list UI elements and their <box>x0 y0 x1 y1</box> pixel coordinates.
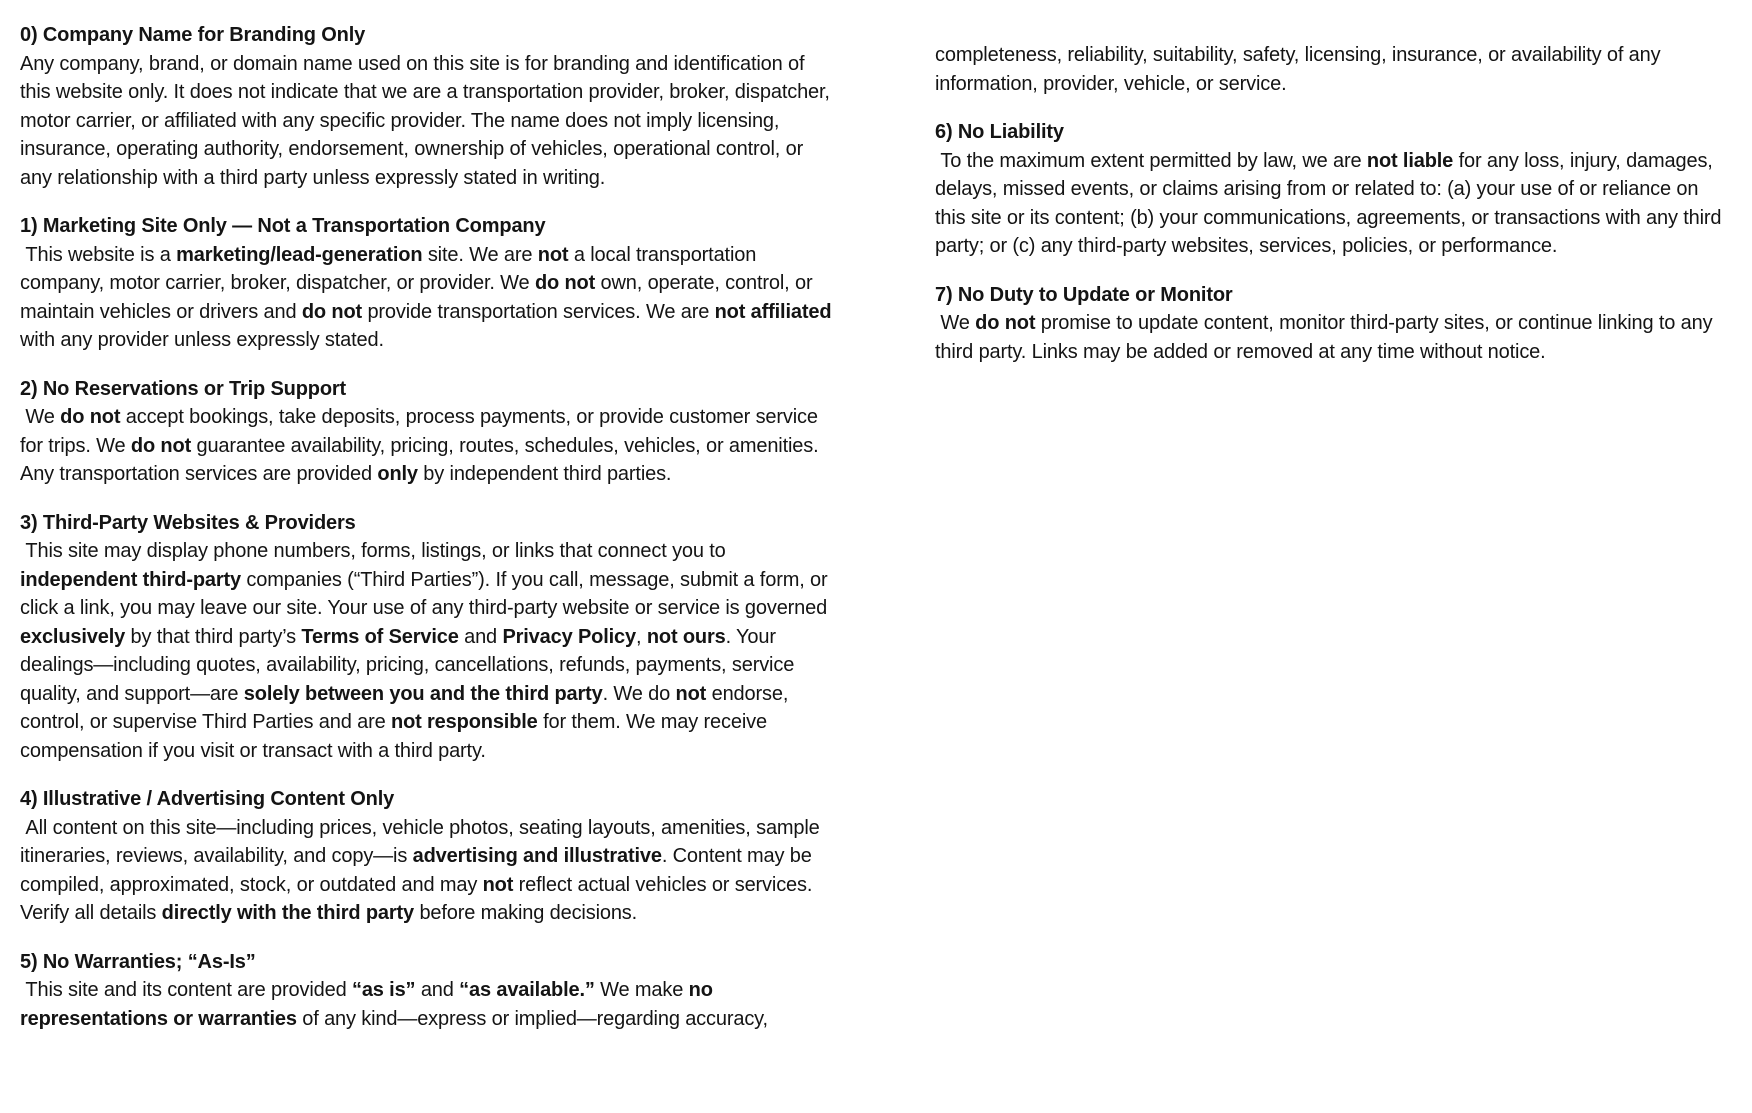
text-run: for any loss, injury, damages, delays, missed events, or claims arising from or related to: (a) your use of or reliance on this site or its content; (b) your communications, agreements, or transactions with any third party; or (c) any third-party websites, services, policies, or performance. <box>935 149 1722 257</box>
bold-text-run: not <box>482 873 514 896</box>
bold-text-run: advertising and illustrative <box>412 845 662 867</box>
section-heading: 2) No Reservations or Trip Support <box>20 377 347 400</box>
text-run: of any kind—express or implied—regarding accuracy, <box>296 1007 768 1030</box>
bold-text-run: independent third-party <box>20 568 241 591</box>
text-run: , <box>635 625 647 648</box>
text-run: Any company, brand, or domain name used on this site is for branding and identification of this website only. It does not indicate that we are a transportation provider, broker, dispatcher, motor carrier, or affiliated with any specific provider. The name does not imply licensing, insurance, operating authority, endorsement, ownership of vehicles, operational control, or any relationship with a third party unless expressly stated in writing. <box>20 52 830 189</box>
text-run: completeness, reliability, suitability, safety, licensing, insurance, or availability of any information, provider, vehicle, or service. <box>935 44 1661 95</box>
text-run: companies (“Third Parties”). If you call, message, submit a form, or click a link, you may leave our site. Your use of any third-party website or service is governed <box>20 568 828 619</box>
section <box>935 281 1730 367</box>
bold-text-run: not affiliated <box>714 300 832 323</box>
section <box>20 21 840 192</box>
section-paragraph <box>935 309 1730 366</box>
text-run: reflect actual vehicles or services. Verify all details <box>20 873 813 924</box>
bold-text-run: Terms of Service <box>301 625 459 648</box>
right-column <box>935 21 1730 1053</box>
section-paragraph <box>20 814 840 928</box>
bold-text-run: “as is” <box>351 979 416 1001</box>
text-run: by that third party’s <box>125 625 302 648</box>
text-run: . We do <box>602 682 676 705</box>
section-paragraph <box>20 976 840 1033</box>
section-heading: 3) Third-Party Websites & Providers <box>20 511 356 534</box>
bold-text-run: not <box>537 243 569 266</box>
section-heading: 4) Illustrative / Advertising Content Only <box>20 788 395 810</box>
text-run: This site may display phone numbers, forms, listings, or links that connect you to <box>20 540 726 562</box>
bold-text-run: exclusively <box>20 625 126 648</box>
bold-text-run: not ours <box>646 625 726 648</box>
bold-text-run: do not <box>60 406 121 428</box>
text-run: and <box>415 979 460 1001</box>
bold-text-run: not <box>675 682 707 705</box>
text-run: by independent third parties. <box>417 463 672 485</box>
bold-text-run: “as available.” <box>459 979 595 1001</box>
section-paragraph <box>20 537 840 765</box>
text-run: for them. We may receive compensation if you visit or transact with a third party. <box>20 711 767 762</box>
text-run: To the maximum extent permitted by law, we are <box>935 149 1367 172</box>
bold-text-run: do not <box>534 272 596 294</box>
text-run: All content on this site—including prices, vehicle photos, seating layouts, amenities, sample itineraries, reviews, availability, and copy—is <box>20 816 820 867</box>
text-run: We <box>935 312 976 334</box>
text-run: . Content may be compiled, approximated, stock, or outdated and may <box>20 845 812 896</box>
section-paragraph <box>20 50 840 193</box>
section-paragraph <box>20 403 840 489</box>
section-paragraph <box>20 241 840 355</box>
text-run: promise to update content, monitor third-party sites, or continue linking to any third party. Links may be added or removed at any time without notice. <box>935 312 1713 363</box>
bold-text-run: not liable <box>1366 149 1454 172</box>
text-run: This website is a <box>20 243 177 266</box>
bold-text-run: only <box>377 463 418 485</box>
text-run: guarantee availability, pricing, routes, schedules, vehicles, or amenities. Any transportation services are provided <box>20 434 819 485</box>
section-heading: 5) No Warranties; “As-Is” <box>20 950 256 973</box>
section <box>20 785 840 928</box>
section <box>935 118 1730 261</box>
bold-text-run: do not <box>301 300 363 323</box>
left-column <box>20 21 840 1053</box>
bold-text-run: marketing/lead-generation <box>176 243 423 266</box>
section <box>20 212 840 355</box>
section-heading: 7) No Duty to Update or Monitor <box>935 283 1233 306</box>
bold-text-run: do not <box>975 312 1036 334</box>
section <box>20 509 840 766</box>
section <box>20 948 840 1034</box>
text-run: before making decisions. <box>414 902 638 924</box>
bold-text-run: directly with the third party <box>161 902 415 924</box>
bold-text-run: Privacy Policy <box>502 625 636 648</box>
bold-text-run: solely between you and the third party <box>243 682 603 705</box>
text-run: We <box>20 406 61 428</box>
text-run: provide transportation services. We are <box>362 300 715 323</box>
text-run: endorse, control, or supervise Third Parties and are <box>20 682 789 733</box>
text-run: own, operate, control, or maintain vehicles or drivers and <box>20 272 813 323</box>
section-paragraph <box>935 41 1730 98</box>
section <box>935 41 1730 98</box>
bold-text-run: do not <box>130 434 192 457</box>
section-paragraph <box>935 147 1730 261</box>
section-heading: 6) No Liability <box>935 121 1064 143</box>
text-run: We make <box>594 979 689 1001</box>
text-run: a local transportation company, motor carrier, broker, dispatcher, or provider. We <box>20 243 757 294</box>
bold-text-run: not responsible <box>391 711 538 733</box>
text-run: This site and its content are provided <box>20 979 352 1001</box>
text-run: . Your dealings—including quotes, availability, pricing, cancellations, refunds, payments, service quality, and support—are <box>20 625 795 705</box>
text-run: and <box>458 625 503 648</box>
section-heading: 0) Company Name for Branding Only <box>20 24 366 46</box>
text-run: with any provider unless expressly stated. <box>20 329 384 351</box>
bold-text-run: no representations or warranties <box>20 979 713 1030</box>
text-run: site. We are <box>422 243 538 266</box>
section-heading: 1) Marketing Site Only — Not a Transportation Company <box>20 215 546 237</box>
section <box>20 375 840 489</box>
text-run: accept bookings, take deposits, process payments, or provide customer service for trips. We <box>20 406 818 457</box>
